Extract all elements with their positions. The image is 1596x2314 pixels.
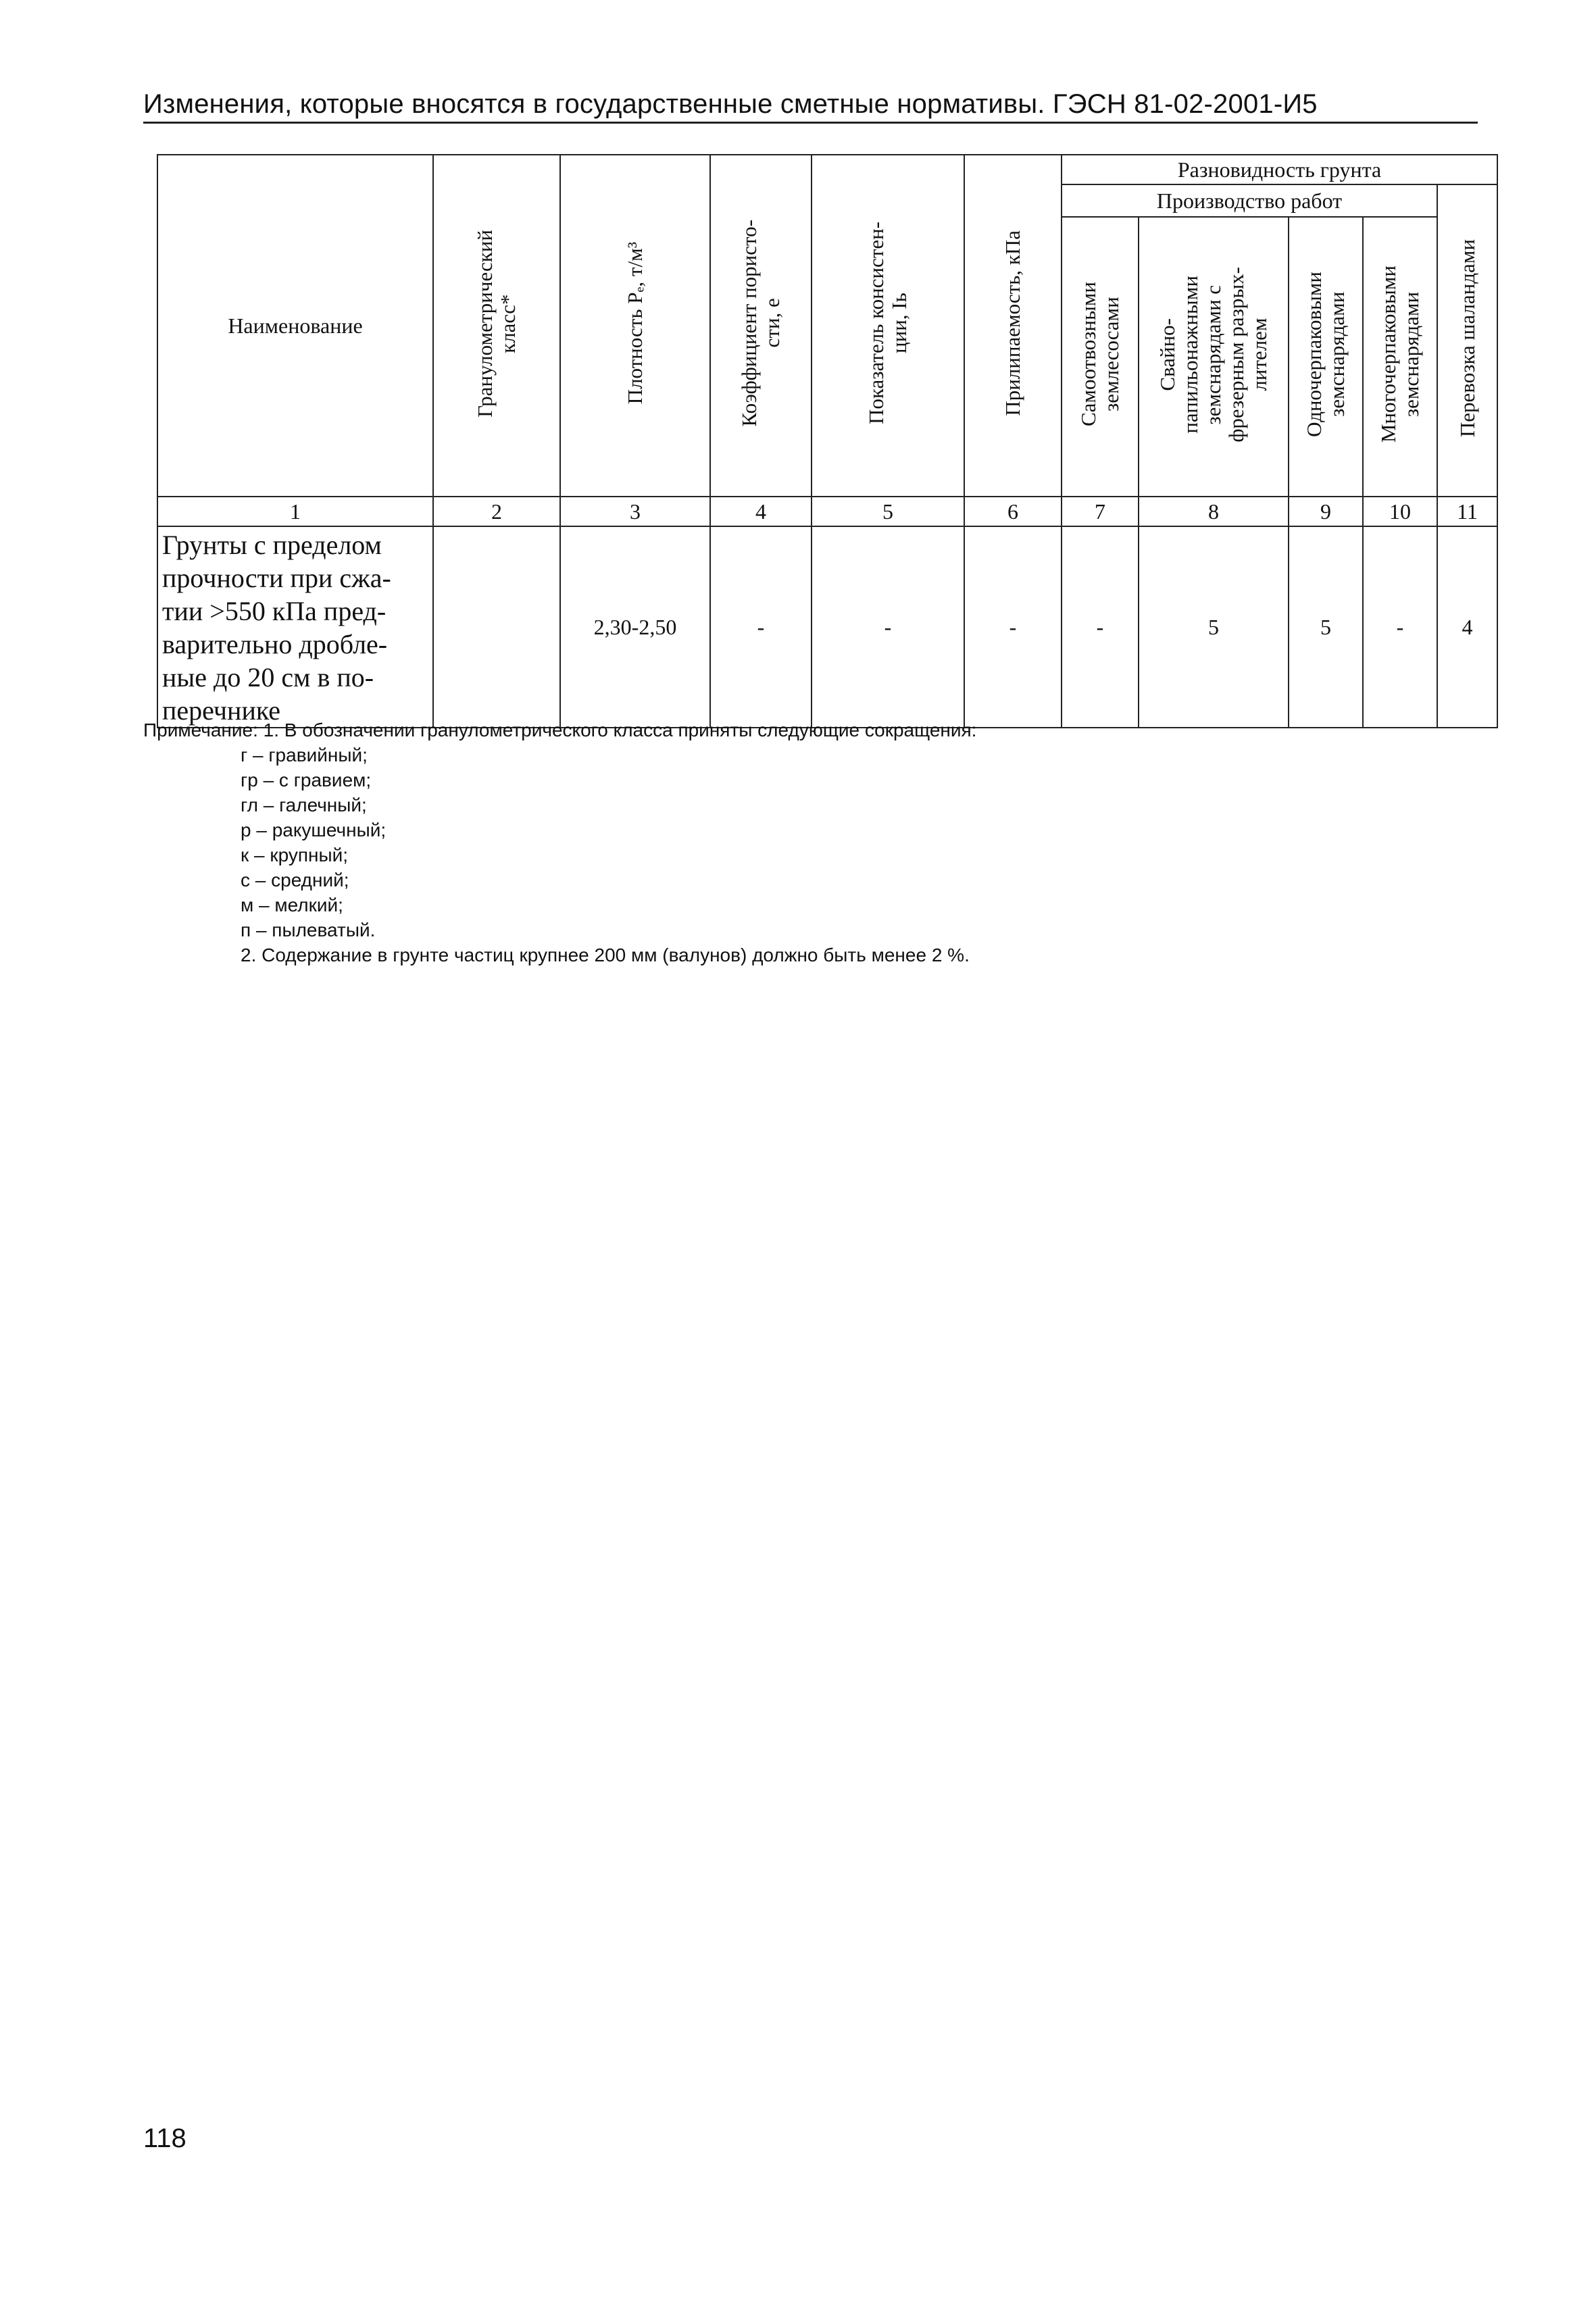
column-number: 1: [157, 497, 433, 526]
cell-single-bucket: 5: [1289, 526, 1363, 728]
list-item: п – пылеватый.: [241, 920, 376, 940]
note-2: 2. Содержание в грунте частиц крупнее 200 мм (валунов) должно быть менее 2 %.: [241, 945, 970, 965]
list-item: м – мелкий;: [241, 895, 343, 915]
list-item: гл – галечный;: [241, 795, 367, 815]
list-item: гр – с гравием;: [241, 770, 372, 790]
column-number: 6: [964, 497, 1062, 526]
list-item: г – гравийный;: [241, 745, 368, 765]
column-number: 2: [433, 497, 560, 526]
group-header-soil-variety: Разновидность грунта: [1062, 155, 1497, 184]
column-number: 10: [1363, 497, 1437, 526]
list-item: с – средний;: [241, 870, 349, 890]
cell-density: 2,30-2,50: [560, 526, 710, 728]
soil-table: [157, 154, 1498, 728]
page-number: 118: [143, 2123, 186, 2153]
header-rule: [143, 122, 1478, 124]
column-header-name: Наименование: [157, 155, 433, 497]
column-header-adhesion: Прилипаемость, кПа: [964, 155, 1062, 497]
column-header-consistency: Показатель консистен- ции, Iь: [812, 155, 964, 497]
cell-multi-bucket: -: [1363, 526, 1437, 728]
column-header-self-propelled: Самоотвозными землесосами: [1062, 217, 1139, 497]
column-header-cutter-suction: Свайно- папильонажными земснарядами с фрезерным разрых- лителем: [1139, 217, 1289, 497]
row-name: Грунты с пределом прочности при сжа-тии >550 кПа пред-варительно дробле-ные до 20 см в по-перечнике: [157, 526, 433, 728]
list-item: к – крупный;: [241, 845, 349, 865]
column-number: 9: [1289, 497, 1363, 526]
table-row: [157, 526, 1497, 728]
notes-section: [143, 718, 1292, 967]
column-header-single-bucket: Одночерпаковыми земснарядами: [1289, 217, 1363, 497]
cell-self-propelled: -: [1062, 526, 1139, 728]
list-item: р – ракушечный;: [241, 820, 386, 840]
cell-granulometric: [433, 526, 560, 728]
column-number: 3: [560, 497, 710, 526]
column-header-barges: Перевозка шаландами: [1437, 184, 1497, 497]
cell-porosity: -: [710, 526, 812, 728]
cell-barges: 4: [1437, 526, 1497, 728]
abbreviation-list: [143, 743, 1292, 942]
column-header-multi-bucket: Многочерпаковыми земснарядами: [1363, 217, 1437, 497]
cell-cutter-suction: 5: [1139, 526, 1289, 728]
column-header-porosity: Коэффициент пористо- сти, е: [710, 155, 812, 497]
document-header: Изменения, которые вносятся в государственные сметные нормативы. ГЭСН 81-02-2001-И5: [143, 89, 1318, 119]
column-number-row: [157, 497, 1497, 526]
subgroup-header-works: Производство работ: [1062, 184, 1437, 217]
note-intro: Примечание: 1. В обозначении гранулометрического класса приняты следующие сокращения:: [143, 720, 977, 740]
column-number: 4: [710, 497, 812, 526]
column-number: 11: [1437, 497, 1497, 526]
column-number: 5: [812, 497, 964, 526]
cell-adhesion: -: [964, 526, 1062, 728]
column-number: 8: [1139, 497, 1289, 526]
cell-consistency: -: [812, 526, 964, 728]
column-number: 7: [1062, 497, 1139, 526]
column-header-density: Плотность Pₑ, т/м³: [560, 155, 710, 497]
column-header-granulometric: Гранулометрический класс*: [433, 155, 560, 497]
